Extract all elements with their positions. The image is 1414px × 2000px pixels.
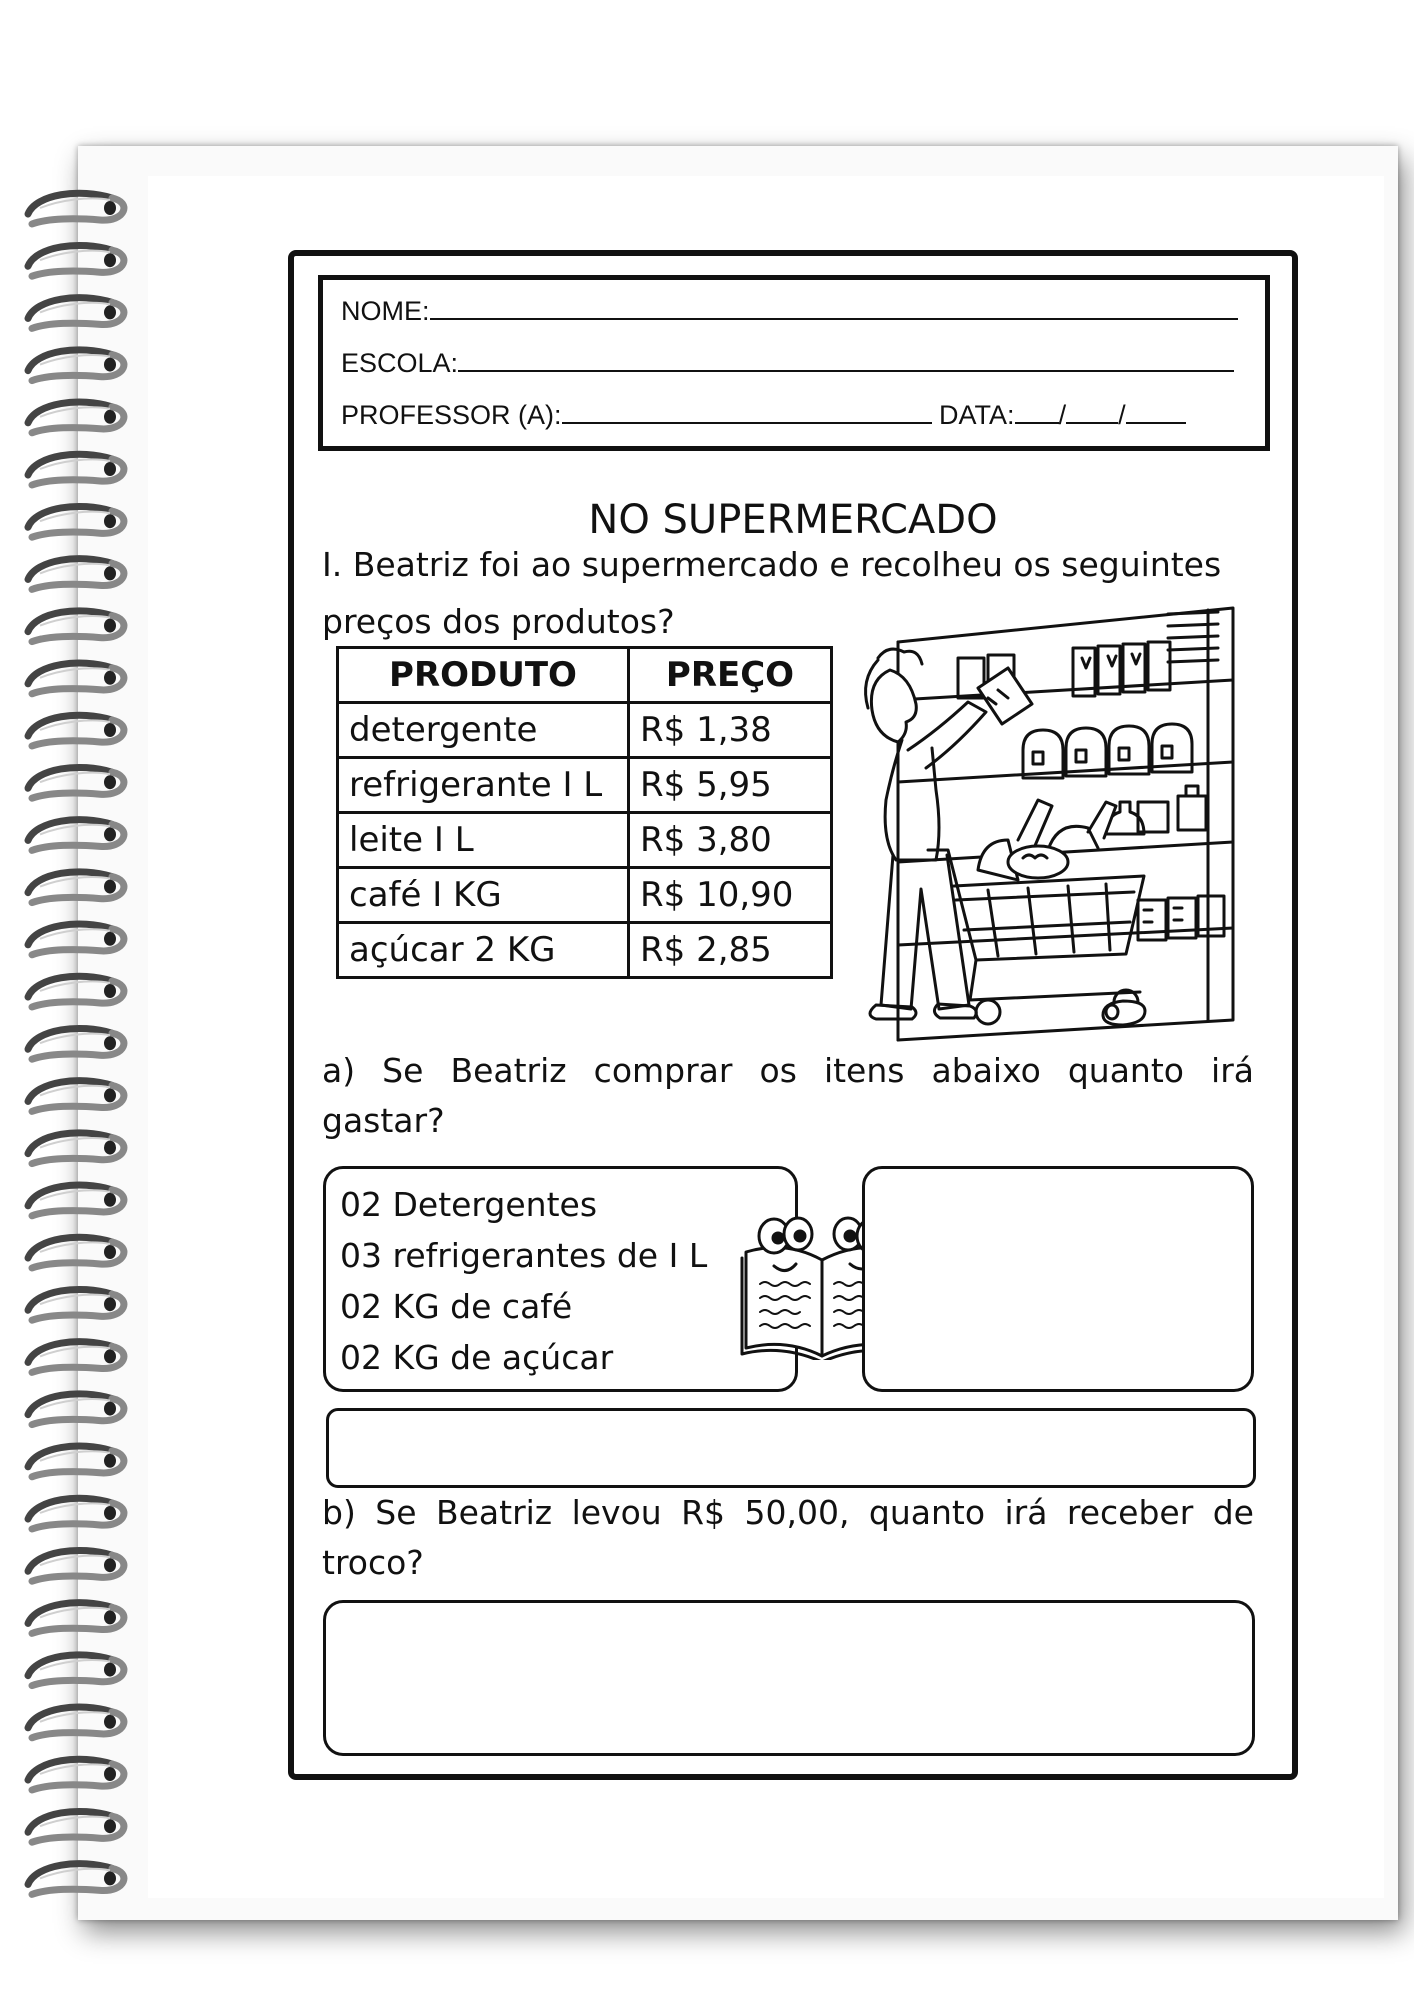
spiral-coil	[28, 1707, 124, 1738]
date-separator: /	[1058, 400, 1067, 430]
student-info-box	[318, 275, 1270, 451]
spiral-coil	[28, 1185, 124, 1216]
date-year-field[interactable]	[1126, 398, 1186, 424]
spiral-coil	[28, 1081, 124, 1112]
spiral-coil	[28, 1550, 124, 1581]
professor-label: PROFESSOR (A):	[341, 400, 562, 430]
shopping-list-box	[323, 1166, 798, 1392]
spiral-coil	[28, 1028, 124, 1059]
list-item: 02 KG de café	[340, 1287, 573, 1326]
spiral-coil	[28, 715, 124, 746]
price-column-header: PREÇO	[629, 648, 832, 703]
spiral-coil	[28, 1655, 124, 1686]
table-row	[338, 703, 832, 758]
question-b: b) Se Beatriz levou R$ 50,00, quanto irá receber de troco?	[322, 1493, 1254, 1582]
shopping-cart-illustration-icon	[838, 600, 1248, 1058]
spiral-coil	[28, 1237, 124, 1268]
spiral-coil	[28, 924, 124, 955]
date-separator: /	[1118, 400, 1126, 430]
answer-box-a-result[interactable]	[326, 1408, 1256, 1488]
spiral-coil	[28, 976, 124, 1007]
spiral-coil	[28, 1289, 124, 1320]
product-cell: leite I L	[338, 813, 629, 868]
price-cell: R$ 1,38	[629, 703, 832, 758]
list-item: 02 KG de açúcar	[340, 1338, 614, 1377]
table-row	[338, 923, 832, 978]
spiral-coil	[28, 663, 124, 694]
price-cell: R$ 2,85	[629, 923, 832, 978]
escola-label: ESCOLA:	[341, 348, 459, 378]
product-column-header: PRODUTO	[338, 648, 629, 703]
spiral-coil	[28, 820, 124, 851]
product-cell: detergente	[338, 703, 629, 758]
spiral-coil	[28, 767, 124, 798]
shopping-list	[340, 1179, 707, 1383]
spiral-coil	[28, 1498, 124, 1529]
professor-field[interactable]	[562, 398, 932, 424]
product-cell: café I KG	[338, 868, 629, 923]
question-a: a) Se Beatriz comprar os itens abaixo quanto irá gastar?	[322, 1051, 1254, 1140]
spiral-coil	[28, 559, 124, 590]
spiral-coil	[28, 402, 124, 433]
spiral-coil	[28, 245, 124, 276]
date-day-field[interactable]	[1015, 398, 1059, 424]
date-month-field[interactable]	[1066, 398, 1118, 424]
spiral-coil	[28, 1603, 124, 1634]
spiral-coil	[28, 350, 124, 381]
table-row	[338, 813, 832, 868]
table-header-row	[338, 648, 832, 703]
spiral-coil	[28, 1811, 124, 1842]
list-item: 02 Detergentes	[340, 1185, 598, 1224]
nome-field[interactable]	[430, 294, 1238, 320]
spiral-coil	[28, 1394, 124, 1425]
spiral-coil	[28, 1446, 124, 1477]
question-1: I. Beatriz foi ao supermercado e recolheu os seguintes preços dos produtos?	[322, 545, 1222, 641]
spiral-coil	[28, 454, 124, 485]
spiral-coil	[28, 193, 124, 224]
page-title: NO SUPERMERCADO	[588, 496, 998, 543]
spiral-binding-icon	[0, 0, 140, 2000]
spiral-coil	[28, 611, 124, 642]
spiral-coil	[28, 1133, 124, 1164]
escola-field[interactable]	[458, 346, 1234, 372]
spiral-coil	[28, 298, 124, 329]
table-row	[338, 758, 832, 813]
price-cell: R$ 3,80	[629, 813, 832, 868]
spiral-coil	[28, 1864, 124, 1895]
spiral-coil	[28, 872, 124, 903]
answer-box-b[interactable]	[323, 1600, 1255, 1756]
spiral-coil	[28, 1342, 124, 1373]
answer-box-a-work[interactable]	[862, 1166, 1254, 1392]
price-cell: R$ 10,90	[629, 868, 832, 923]
product-cell: refrigerante I L	[338, 758, 629, 813]
data-label: DATA:	[939, 400, 1015, 430]
nome-label: NOME:	[341, 296, 430, 326]
product-cell: açúcar 2 KG	[338, 923, 629, 978]
table-row	[338, 868, 832, 923]
price-table	[336, 646, 833, 979]
price-cell: R$ 5,95	[629, 758, 832, 813]
list-item: 03 refrigerantes de I L	[340, 1236, 708, 1275]
spiral-coil	[28, 1759, 124, 1790]
